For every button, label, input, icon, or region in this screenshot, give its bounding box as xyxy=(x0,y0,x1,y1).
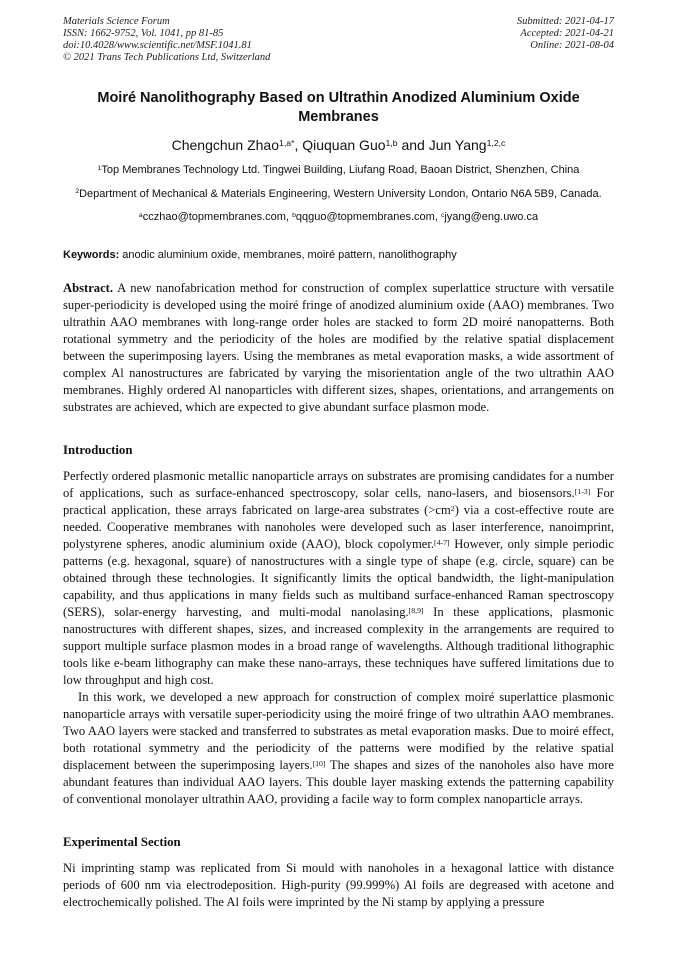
keywords-line: Keywords: anodic aluminium oxide, membranes, moiré pattern, nanolithography xyxy=(63,248,457,261)
online-date: Online: 2021-08-04 xyxy=(530,40,614,51)
authors-line: Chengchun Zhao$^{1,a*}$, Qiuquan Guo$^{1,b}$ and Jun Yang$^{1,2,c}$ xyxy=(171,137,506,153)
experimental-paragraph-1: Ni imprinting stamp was replicated from Si mould with nanoholes in a hexagonal lattice with distance periods of 600 nm via electrodeposition. High-purity (99.999%) Al foils are degreased with acetone and electrochemically polished. The Al foils were imprinted by the Ni stamp by applying a pressure xyxy=(63,861,614,909)
introduction-paragraph-2: In this work, we developed a new approach for construction of complex moiré superlattice plasmonic nanoparticle arrays with versatile super-periodicity using the moiré fringe of two ultrathin AAO membranes. Two AAO layers were stacked and transferred to substrates as metal evaporation masks. Due to moiré effect, both rotational symmetry and the periodicity of the patterns were modified by the relative spatial displacement between the superimposing layers.[10] The shapes and sizes of the nanoholes also have more abundant features than individual AAO layers. This double layer masking extends the patterning capability of conventional monolayer ultrathin AAO, providing a facile way to form complex nanoparticle arrays. xyxy=(63,690,614,806)
affiliation-2: $^2$Department of Mechanical & Materials Engineering, Western University London, Ontario N6A 5B9, Canada. xyxy=(75,187,602,200)
affiliation-1: $^1$Top Membranes Technology Ltd. Tingwei Building, Liufang Road, Baoan District, Shenzhen, China xyxy=(97,164,580,176)
submission-info xyxy=(517,16,614,64)
page-header xyxy=(63,16,614,64)
journal-copyright: © 2021 Trans Tech Publications Ltd, Switzerland xyxy=(63,52,271,63)
accepted-date: Accepted: 2021-04-21 xyxy=(520,28,614,39)
journal-info xyxy=(63,16,270,64)
submitted-date: Submitted: 2021-04-17 xyxy=(516,16,614,27)
abstract-paragraph: Abstract. A new nanofabrication method for construction of complex superlattice structure with versatile super-periodicity is developed using the moiré fringe of anodized aluminium oxide (AAO) membranes. Two ultrathin AAO membranes with long-range order holes are stacked to form 2D moiré nanopatterns. Both rotational symmetry and the periodicity of the holes are modified by the relative spatial displacement between the superimposing layers. Using the membranes as metal evaporation masks, a wide assortment of complex Al nanostructures are fabricated by varying the misorientation angle of the two ultrathin AAO membranes. Highly ordered Al nanoparticles with different sizes, shapes, orientations, and arrangements on substrates are achieved, which are expected to give abundant surface plasmon mode. xyxy=(63,281,614,414)
section-heading-experimental: Experimental Section xyxy=(63,835,181,849)
journal-issn-volume: ISSN: 1662-9752, Vol. 1041, pp 81-85 xyxy=(63,28,224,39)
author-emails: $^a$cczhao@topmembranes.com, $^b$qqguo@topmembranes.com, $^c$jyang@eng.uwo.ca xyxy=(138,211,539,223)
journal-name: Materials Science Forum xyxy=(63,16,170,27)
section-heading-introduction: Introduction xyxy=(63,443,133,457)
introduction-paragraph-1: Perfectly ordered plasmonic metallic nanoparticle arrays on substrates are promising candidates for a number of applications, such as surface-enhanced spectroscopy, solar cells, nano-lasers, and biosensors.[1-3] For practical application, these arrays fabricated on large-area substrates $(>cm^2)$ via a cost-effective route are needed. Cooperative membranes with nanoholes were developed such as laser interference, nanoimprint, polystyrene spheres, anodic aluminium oxide (AAO), block copolymer.[4-7] However, only simple periodic patterns (e.g. hexagonal, square) of nanostructures with a single type of shape (e.g. circle, square) can be obtained through these technologies. It significantly limits the optical bandwidth, the light-manipulation capability, and thus applications in many fields such as multiband surface-enhanced Raman spectroscopy (SERS), solar-energy harvesting, and multi-modal nanolasing.[8,9] In these applications, plasmonic nanostructures with different shapes, sizes, and increased complexity in the arrangements are required to support multiple surface plasmon modes in a broad range of wavelengths. Although traditional lithographic tools like e-beam lithography can make these nano-arrays, these techniques have suffered limitations due to low throughput and high cost. xyxy=(63,469,614,687)
paper-title: Moiré Nanolithography Based on Ultrathin Anodized Aluminium Oxide Membranes xyxy=(97,90,580,125)
journal-doi: doi:10.4028/www.scientific.net/MSF.1041.81 xyxy=(63,40,252,51)
